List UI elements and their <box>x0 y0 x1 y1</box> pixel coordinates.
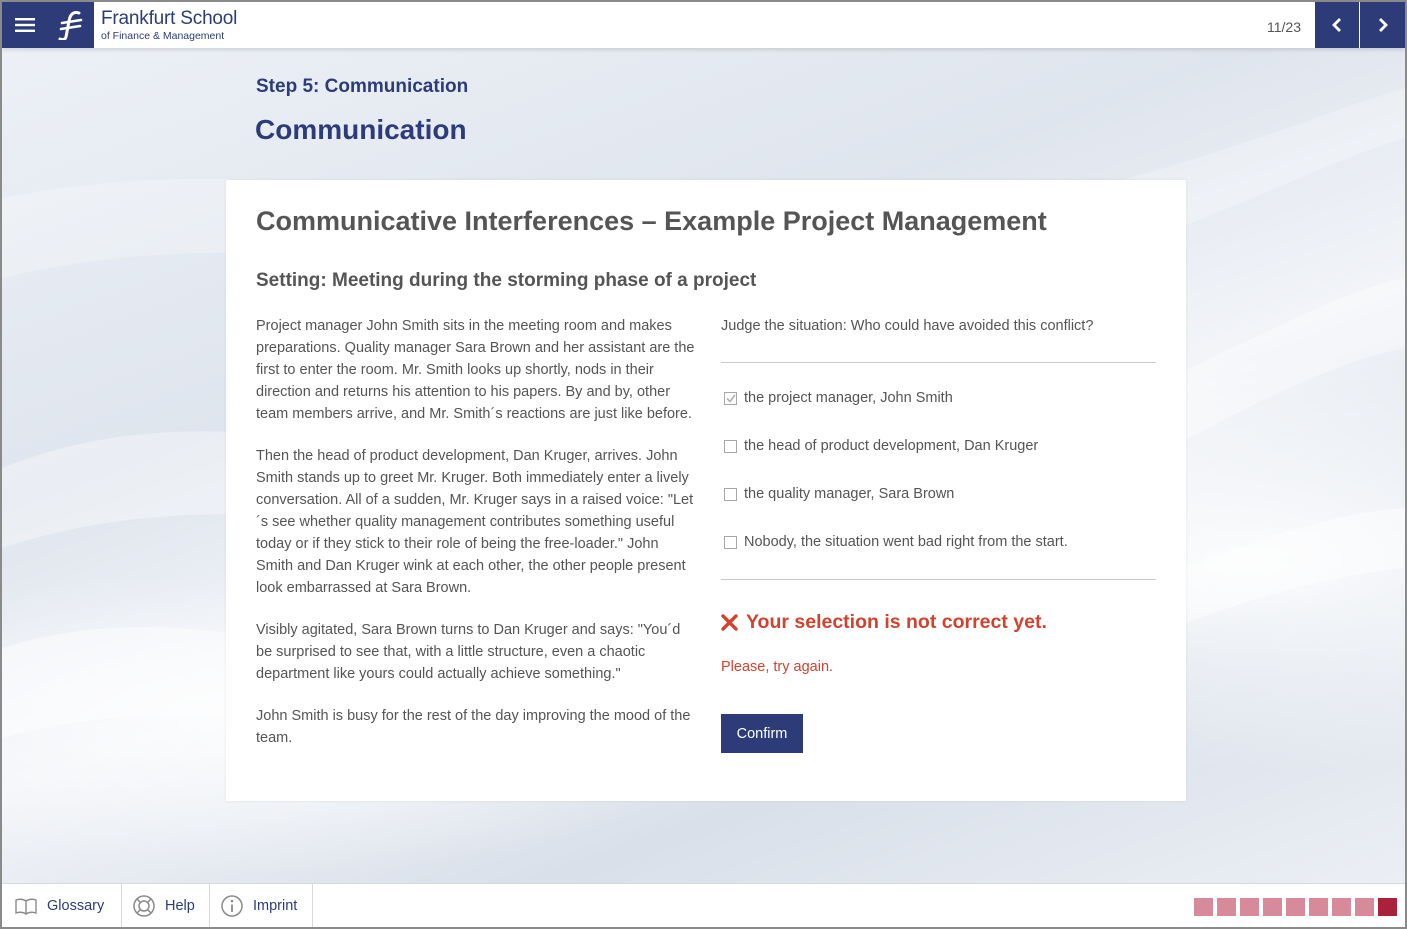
glossary-button[interactable] <box>2 884 122 928</box>
logo-mark <box>48 2 94 48</box>
card-title: Communicative Interferences – Example Project Management <box>256 206 1047 236</box>
next-page-button[interactable] <box>1360 2 1405 48</box>
confirm-button[interactable]: Confirm <box>721 714 803 753</box>
glossary-label: Glossary <box>47 898 105 914</box>
story-paragraph: Visibly agitated, Sara Brown turns to Dan Kruger and says: "You´d be surprised to see that, with a little structure, even a chaotic department like yours could actually achieve something." <box>256 622 681 682</box>
option-label: the quality manager, Sara Brown <box>744 486 955 502</box>
logo-title: Frankfurt School <box>101 8 238 29</box>
info-icon <box>220 894 244 918</box>
progress-square[interactable] <box>1355 898 1374 916</box>
story-paragraph: Then the head of product development, Dan Kruger, arrives. John Smith stands up to greet Mr. Kruger. Both immediately enter a lively conversation. All of a sudden, Mr. Kruger says in a raised voice: "Let´s see whether quality management contributes something useful today or if they stick to their role of being the free-loader." John Smith and Dan Kruger wink at each other, the other people present look embarrassed at Sara Brown. <box>256 448 694 596</box>
error-x-icon <box>721 614 738 631</box>
feedback-title-text: Your selection is not correct yet. <box>746 611 1047 633</box>
divider <box>721 362 1156 363</box>
logo-text <box>101 8 237 43</box>
story-paragraph: Project manager John Smith sits in the meeting room and makes preparations. Quality manager Sara Brown and her assistant are the first to enter the room. Mr. Smith looks up shortly, nods in their direction and returns his attention to his papers. By and by, other team members arrive, and Mr. Smith´s reactions are just like before. <box>256 318 695 422</box>
option-nobody[interactable] <box>724 534 1068 550</box>
checkbox[interactable] <box>724 440 737 453</box>
story-text <box>256 315 696 769</box>
logo-subtitle: of Finance & Management <box>101 30 225 42</box>
option-quality-manager[interactable] <box>724 486 954 502</box>
progress-square[interactable] <box>1309 898 1328 916</box>
option-label: the head of product development, Dan Kruger <box>744 438 1039 454</box>
hamburger-menu-icon <box>15 17 35 33</box>
help-button[interactable] <box>122 884 210 928</box>
option-project-manager[interactable] <box>724 390 953 406</box>
checkmark-icon <box>726 394 736 403</box>
option-head-of-product-development[interactable] <box>724 438 1038 454</box>
lifebuoy-icon <box>132 894 156 918</box>
story-paragraph: John Smith is busy for the rest of the day improving the mood of the team. <box>256 708 691 746</box>
menu-button[interactable] <box>2 2 48 48</box>
page-title: Communication <box>255 114 467 145</box>
chevron-left-icon <box>1331 17 1343 33</box>
progress-square[interactable] <box>1263 898 1282 916</box>
chevron-right-icon <box>1377 17 1389 33</box>
divider <box>721 579 1156 580</box>
imprint-button[interactable] <box>210 884 313 928</box>
step-title: Step 5: Communication <box>256 76 469 97</box>
progress-square[interactable] <box>1286 898 1305 916</box>
imprint-label: Imprint <box>253 898 298 914</box>
progress-square[interactable] <box>1194 898 1213 916</box>
footer-bar <box>2 883 1405 927</box>
progress-square[interactable] <box>1240 898 1259 916</box>
previous-page-button[interactable] <box>1315 2 1360 48</box>
progress-square[interactable] <box>1332 898 1351 916</box>
book-icon <box>14 897 38 915</box>
chapter-progress <box>1190 898 1397 916</box>
question-text: Judge the situation: Who could have avoided this conflict? <box>721 318 1094 334</box>
feedback-title <box>721 611 1047 634</box>
option-label: Nobody, the situation went bad right from the start. <box>744 534 1068 550</box>
feedback-text: Please, try again. <box>721 659 834 675</box>
top-bar <box>2 2 1405 48</box>
frankfurt-school-logo-icon <box>57 10 85 40</box>
option-label: the project manager, John Smith <box>744 390 953 406</box>
checkbox[interactable] <box>724 536 737 549</box>
checkbox[interactable] <box>724 488 737 501</box>
card-subtitle: Setting: Meeting during the storming phase of a project <box>256 270 757 291</box>
progress-square-current[interactable] <box>1378 898 1397 916</box>
page-counter: 11/23 <box>1267 19 1301 35</box>
progress-square[interactable] <box>1217 898 1236 916</box>
content-card <box>226 180 1186 801</box>
help-label: Help <box>165 898 195 914</box>
checkbox[interactable] <box>724 392 737 405</box>
